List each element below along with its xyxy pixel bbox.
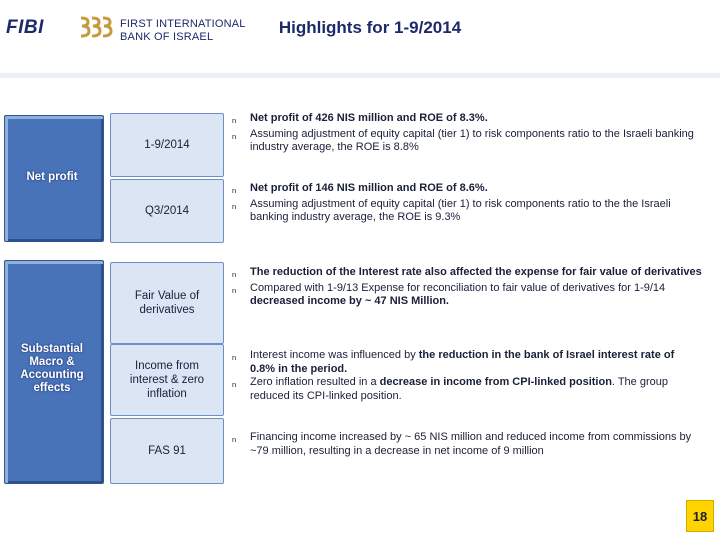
- bullet-marker: n: [232, 201, 237, 211]
- bullet-marker: n: [232, 186, 237, 195]
- bullet-text: Net profit of 426 NIS million and ROE of 8.3%.: [250, 112, 488, 124]
- topic-box-income: [110, 344, 224, 416]
- bullet-marker: n: [232, 131, 237, 141]
- bullet-text: Assuming adjustment of equity capital (tier 1) to risk components ratio to the Israeli banking industry average, the ROE is 8.8%: [250, 127, 694, 153]
- bullet-item: [232, 431, 702, 458]
- bank-name: [120, 18, 246, 44]
- topic-fair-value-line2: derivatives: [139, 304, 195, 316]
- bank-name-line2: BANK OF ISRAEL: [120, 31, 214, 43]
- period-box-1-9-2014: [110, 113, 224, 177]
- topic-fair-value-line1: Fair Value of: [134, 290, 200, 302]
- net-profit-label: Net profit: [26, 171, 78, 183]
- bank-name-line1: FIRST INTERNATIONAL: [120, 18, 246, 30]
- period-label-1-9-2014: 1-9/2014: [144, 139, 190, 151]
- bullet-item: [232, 198, 702, 225]
- substantial-line3: Accounting: [20, 369, 84, 381]
- topic-income-line1: Income from: [135, 360, 199, 372]
- bullet-text-part: Zero inflation resulted in a: [250, 376, 380, 388]
- bullet-text-part: Compared with 1-9/13 Expense for reconciliation to fair value of derivatives: [250, 281, 616, 294]
- bullet-text: Net profit of 146 NIS million and ROE of 8.6%.: [250, 182, 488, 194]
- bullet-marker: n: [232, 435, 237, 444]
- bullet-text: Financing income increased by ~ 65 NIS million and reduced income from commissions by ~79 million, resulting in a decrease in net income of 9 million: [250, 431, 692, 457]
- period-box-q3-2014: [110, 179, 224, 243]
- bullet-text-bold: decrease in income from CPI-linked position: [379, 376, 612, 388]
- topic-income-line3: inflation: [147, 388, 187, 400]
- bullet-marker: n: [232, 285, 237, 295]
- bullets-fair-value: [232, 266, 702, 309]
- bullet-marker: n: [232, 116, 237, 125]
- bullets-fas91: [232, 431, 702, 458]
- bullet-item: [232, 376, 702, 403]
- topic-fas91-label: FAS 91: [148, 445, 186, 457]
- bullets-q3-2014: [232, 182, 702, 225]
- bullet-marker: n: [232, 353, 237, 362]
- slide-title: Highlights for 1-9/2014: [278, 18, 462, 37]
- substantial-line2: Macro &: [29, 356, 75, 368]
- bullet-item: [232, 182, 702, 198]
- substantial-line1: Substantial: [21, 343, 83, 355]
- period-label-q3-2014: Q3/2014: [144, 205, 190, 217]
- bullet-text: [250, 376, 702, 403]
- bullet-text-part: for 1-9/14: [615, 281, 666, 294]
- bullets-1-9-2014: [232, 112, 702, 155]
- bullet-marker: n: [232, 270, 237, 279]
- bullet-text-part: . The group reduced its CPI-linked position.: [250, 376, 668, 402]
- bullet-marker: n: [232, 380, 237, 389]
- bullet-text-part: Interest income was influenced by: [250, 349, 419, 361]
- bullet-item: [232, 349, 702, 376]
- header-divider: [0, 73, 720, 78]
- bullet-item: [232, 128, 702, 155]
- fibi-logo-icon: [78, 14, 114, 40]
- bullet-text: Assuming adjustment of equity capital (tier 1) to risk components ratio to the the Israeli banking industry average, the ROE is 9.3%: [250, 197, 671, 223]
- substantial-line4: effects: [33, 382, 71, 394]
- topic-box-fas91: [110, 418, 224, 484]
- topic-income-line2: interest & zero: [129, 374, 205, 386]
- page-number: 18: [692, 508, 708, 524]
- bullet-text: [250, 282, 702, 309]
- bullet-item: [232, 112, 702, 128]
- bullet-item: [232, 266, 702, 282]
- bullet-text-bold: decreased income by ~ 47 NIS Million.: [250, 295, 449, 307]
- fibi-logo-word: FIBI: [6, 17, 44, 38]
- topic-box-fair-value: [110, 262, 224, 344]
- page-number-badge: [686, 500, 714, 532]
- bullet-text: [250, 349, 702, 376]
- bullet-text: The reduction of the Interest rate also affected the expense for fair value of derivatives: [250, 266, 702, 278]
- substantial-effects-label: [0, 343, 104, 395]
- bullets-income: [232, 349, 702, 403]
- bullet-text-bold: the reduction in the bank of Israel interest rate of 0.8% in the period.: [250, 349, 675, 375]
- bullet-item: [232, 282, 702, 309]
